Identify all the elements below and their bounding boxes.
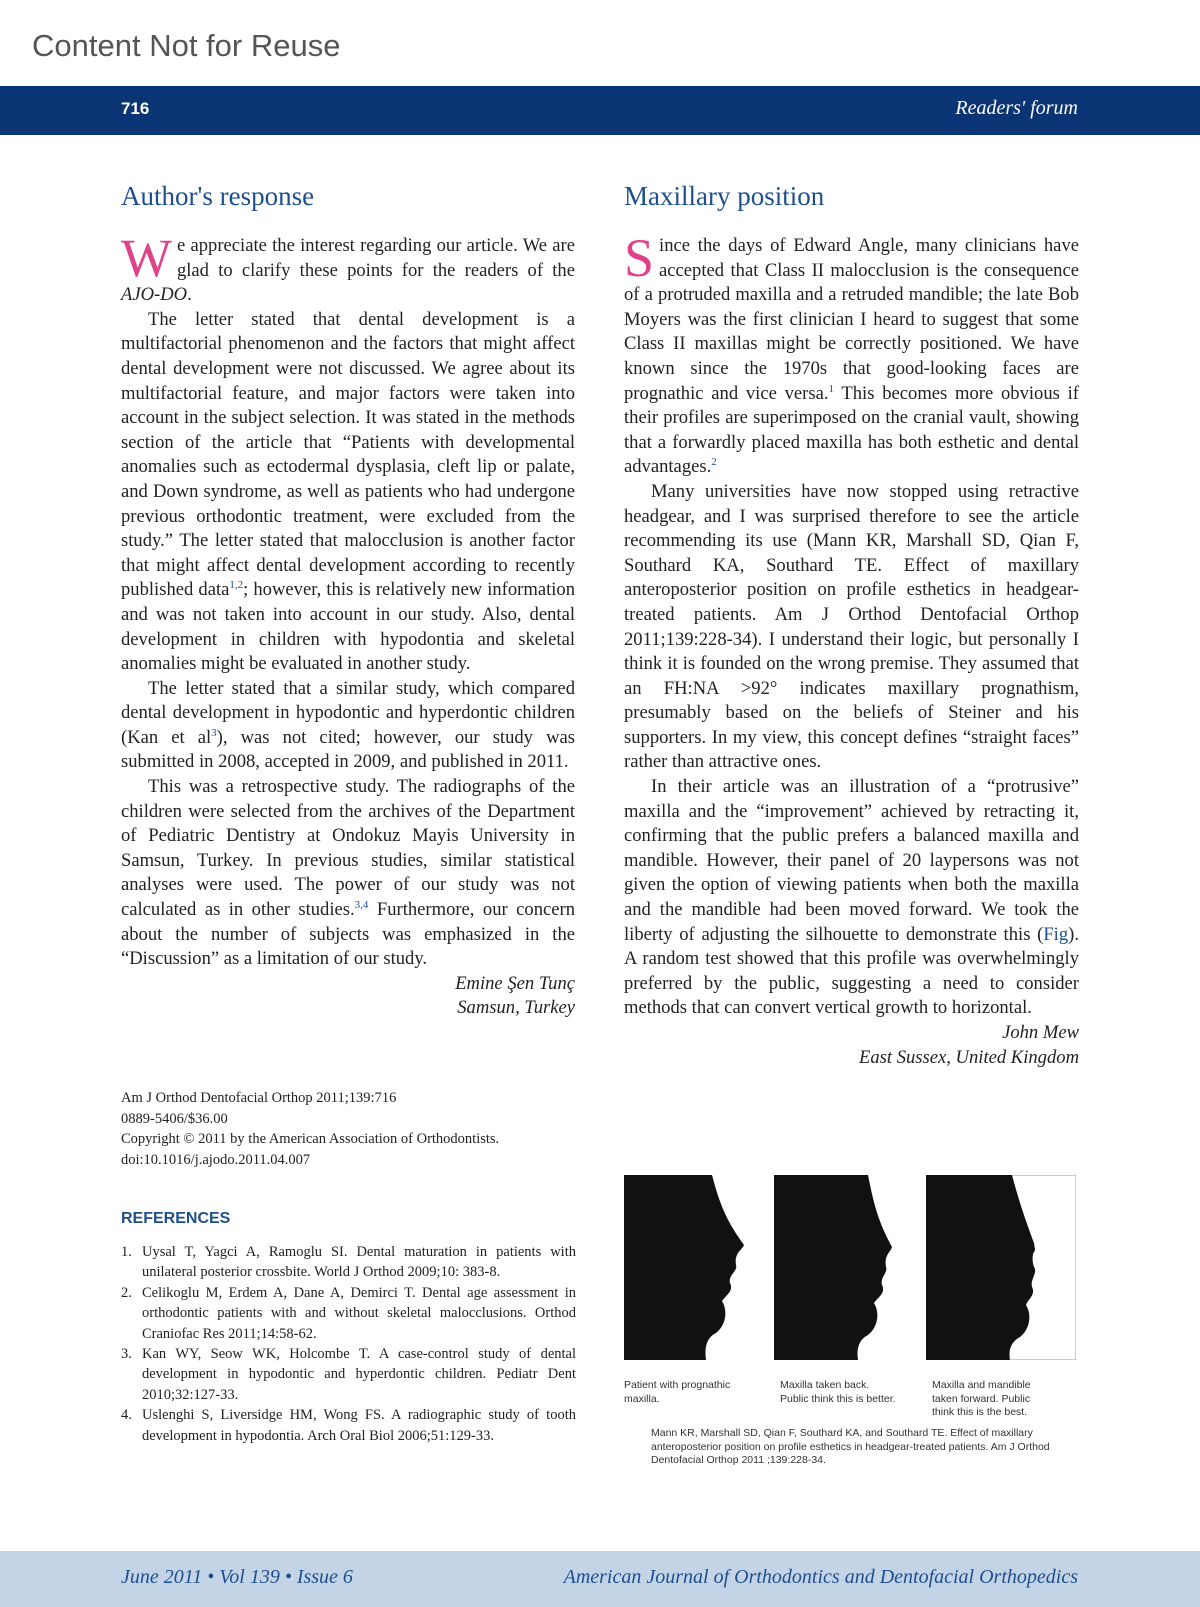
paragraph: The letter stated that a similar study, which compared dental development in hypodontic and hyperdontic children (Kan et $al^3$), was not cited; however, our study was submitted in 2008, accepted in 2009, and published in 2011. [121, 677, 575, 773]
reference-link[interactable]: 1 [828, 382, 834, 395]
profile-silhouette-2 [774, 1175, 924, 1360]
figure-caption: Maxilla taken back. Public think this is better. [780, 1379, 896, 1405]
footer-bar [0, 1551, 1200, 1607]
profile-silhouette-1 [624, 1175, 774, 1360]
journal-title: American Journal of Orthodontics and Dentofacial Orthopedics [563, 1566, 1078, 1588]
references-heading: REFERENCES [121, 1210, 231, 1227]
author-location: East Sussex, United Kingdom [858, 1046, 1079, 1068]
drop-cap: W [121, 228, 172, 288]
section-title: Readers' forum [955, 97, 1078, 119]
watermark: Content Not for Reuse [32, 28, 341, 63]
reference-link[interactable]: 1,2 [229, 579, 244, 592]
reference-link[interactable]: 3 [211, 726, 217, 739]
header-bar [0, 86, 1200, 135]
paragraph: Since the days of Edward Angle, many clinicians have accepted that Class II malocclusion is the consequence of a protruded maxilla and a retruded mandible; the late Bob Moyers was the first clinician I heard to suggest that some Class II maxillas might be correctly positioned. We have known since the 1970s that good-looking faces are prognathic and vice versa.$^1$ This becomes more obvious if their profiles are superimposed on the cranial vault, showing that a forwardly placed maxilla has both esthetic and dental advantages.$^2$ [624, 228, 1079, 478]
author-response-column [121, 176, 575, 1021]
reference-link[interactable]: 3,4 [354, 898, 369, 911]
figure-caption: Maxilla and mandible taken forward. Public think this is the best. [932, 1379, 1031, 1418]
paragraph: In their article was an illustration of a “protrusive” maxilla and the “improvement” achieved by retracting it, confirming that the public prefers a balanced maxilla and mandible. However, their panel of 20 laypersons was not given the option of viewing patients when both the maxilla and the mandible had been moved forward. We took the liberty of adjusting the silhouette to demonstrate this (Fig). A random test showed that this profile was overwhelmingly preferred by the public, suggesting a need to consider methods that can convert vertical growth to horizontal. [624, 776, 1079, 1019]
drop-cap: S [624, 228, 655, 288]
author-name: Emine Şen Tunç [455, 972, 575, 994]
profile-silhouette-3 [926, 1175, 1076, 1360]
reference-item: 4. Uslenghi S, Liversidge HM, Wong FS. A radiographic study of tooth development in hypodontia. Arch Oral Biol 2006;51:129-33. [121, 1407, 576, 1444]
paragraph: This was a retrospective study. The radiographs of the children were selected from the archives of the Department of Pediatric Dentistry at Ondokuz Mayis University in Samsun, Turkey. In previous studies, similar statistical analyses were used. The power of our study was not calculated as in other studies.$^{3,4}$ Furthermore, our concern about the number of subjects was emphasized in the “Discussion” as a limitation of our study. [121, 776, 575, 970]
references-list [121, 1242, 576, 1446]
profile-figure [624, 1175, 1079, 1360]
citation-line: 0889-5406/$36.00 [121, 1110, 228, 1127]
author-response-heading: Author's response [121, 181, 315, 211]
maxillary-position-column [624, 176, 1079, 1070]
citation-line: doi:10.1016/j.ajodo.2011.04.007 [121, 1151, 311, 1168]
paragraph: The letter stated that dental development is a multifactorial phenomenon and the factors that might affect dental development were not discussed. We agree about its multifactorial feature, and major factors were taken into account in the subject selection. It was stated in the methods section of the article that “Patients with developmental anomalies such as ectodermal dysplasia, cleft lip or palate, and Down syndrome, as well as patients who had undergone previous orthodontic treatment, were excluded from the study.” The letter stated that malocclusion is another factor that might affect dental development according to recently published data$^{1,2}$; however, this is relatively new information and was not taken into account in our study. Also, dental development in children with hypodontia and skeletal anomalies might be evaluated in another study. [121, 308, 576, 675]
reference-item: 2. Celikoglu M, Erdem A, Dane A, Demirci T. Dental age assessment in orthodontic patients with and without skeletal malocclusions. Orthod Craniofac Res 2011;14:58-62. [121, 1284, 576, 1342]
reference-item: 1. Uysal T, Yagci A, Ramoglu SI. Dental maturation in patients with unilateral posterior crossbite. World J Orthod 2009;10: 383-8. [121, 1244, 576, 1281]
reference-item: 3. Kan WY, Seow WK, Holcombe T. A case-control study of dental development in hypodontic and hyperdontic children. Pediatr Dent 2010;32:127-33. [121, 1346, 576, 1403]
citation-line: Copyright © 2011 by the American Association of Orthodontists. [121, 1131, 500, 1147]
issue-info: June 2011 • Vol 139 • Issue 6 [121, 1566, 353, 1588]
figure-caption: Patient with prognathic maxilla. [624, 1379, 731, 1405]
maxillary-position-heading: Maxillary position [624, 181, 825, 211]
citation-block [121, 1088, 499, 1170]
author-name: John Mew [1002, 1022, 1079, 1043]
reference-link[interactable]: 2 [711, 456, 717, 469]
figure-link[interactable]: Fig [1043, 923, 1069, 945]
page-number: 716 [121, 99, 150, 118]
figure-source: Mann KR, Marshall SD, Qian F, Southard KA, and Southard TE. Effect of maxillary anteroposterior position on profile esthetics in headgear-treated patients. Am J Orthod Dentofacial Orthop 2011 ;139:228-34. [651, 1427, 1050, 1466]
citation-line: Am J Orthod Dentofacial Orthop 2011;139:716 [121, 1090, 397, 1106]
paragraph: Many universities have now stopped using retractive headgear, and I was surprised therefore to see the article recommending its use (Mann KR, Marshall SD, Qian F, Southard KA, Southard TE. Effect of maxillary anteroposterior position on profile esthetics in headgear-treated patients. Am J Orthod Dentofacial Orthop 2011;139:228-34). I understand their logic, but personally I think it is founded on the wrong premise. They assumed that an FH:NA >92° indicates maxillary prognathism, presumably based on the beliefs of Steiner and his supporters. In my view, this concept defines “straight faces” rather than attractive ones. [624, 480, 1079, 773]
author-location: Samsun, Turkey [457, 997, 575, 1019]
paragraph: We appreciate the interest regarding our article. We are glad to clarify these points for the readers of the AJO-DO. [121, 228, 575, 306]
